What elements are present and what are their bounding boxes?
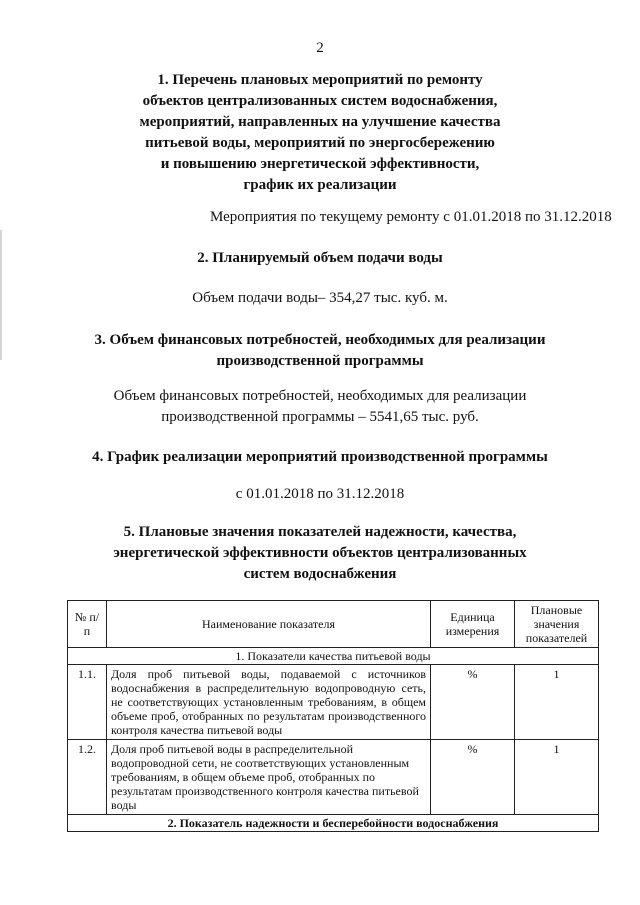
group-title: 1. Показатели качества питьевой воды	[68, 648, 599, 665]
section5-title-line: 5. Плановые значения показателей надежности, качества,	[123, 524, 517, 540]
page-number: 2	[316, 40, 324, 56]
section1-title	[0, 70, 640, 196]
row-unit: %	[431, 740, 515, 815]
section3-title	[0, 330, 640, 372]
section3-text-line: Объем финансовых потребностей, необходимых для реализации	[113, 388, 527, 404]
row-num: 1.1.	[68, 665, 107, 740]
indicators-table	[67, 600, 599, 832]
table-group-row	[68, 815, 599, 832]
row-num: 1.2.	[68, 740, 107, 815]
section3-text	[0, 386, 640, 428]
section2-title: 2. Планируемый объем подачи воды	[197, 250, 443, 266]
section4-title: 4. График реализации мероприятий производственной программы	[92, 449, 548, 465]
section5-title-line: энергетической эффективности объектов централизованных	[113, 545, 527, 561]
section1-title-line: объектов централизованных систем водоснабжения,	[142, 93, 498, 109]
section3-text-line: производственной программы – 5541,65 тыс. руб.	[161, 409, 479, 425]
section1-title-line: питьевой воды, мероприятий по энергосбережению	[145, 135, 495, 151]
row-value: 1	[515, 740, 599, 815]
table-row	[68, 665, 599, 740]
header-unit: Единица измерения	[431, 601, 515, 648]
row-value: 1	[515, 665, 599, 740]
section1-title-line: мероприятий, направленных на улучшение качества	[139, 114, 501, 130]
header-name: Наименование показателя	[107, 601, 431, 648]
section5-title-line: систем водоснабжения	[243, 566, 397, 582]
header-num: № п/п	[68, 601, 107, 648]
table-header-row	[68, 601, 599, 648]
section1-title-line: график их реализации	[243, 177, 397, 193]
row-unit: %	[431, 665, 515, 740]
section2-text: Объем подачи воды– 354,27 тыс. куб. м.	[192, 290, 448, 306]
section4-text: с 01.01.2018 по 31.12.2018	[235, 486, 405, 502]
row-name: Доля проб питьевой воды, подаваемой с источников водоснабжения в распределительную водопроводную сеть, не соответствующих установленным требованиям, в общем объеме проб, отобранных по результатам производственного контроля качества питьевой воды	[107, 665, 431, 740]
section5-title	[0, 522, 640, 585]
table-row	[68, 740, 599, 815]
section3-title-line: производственной программы	[216, 353, 424, 369]
section1-title-line: и повышению энергетической эффективности,	[160, 156, 480, 172]
header-value: Плановые значения показателей	[515, 601, 599, 648]
group-title: 2. Показатель надежности и бесперебойности водоснабжения	[68, 815, 599, 832]
table-group-row	[68, 648, 599, 665]
row-name: Доля проб питьевой воды в распределительной водопроводной сети, не соответствующих установленным требованиям, в общем объеме проб, отобранных по результатам производственного контроля качества питьевой воды	[107, 740, 431, 815]
section3-title-line: 3. Объем финансовых потребностей, необходимых для реализации	[94, 332, 546, 348]
section1-title-line: 1. Перечень плановых мероприятий по ремонту	[157, 72, 483, 88]
section1-text: Мероприятия по текущему ремонту с 01.01.2018 по 31.12.2018	[210, 209, 612, 225]
